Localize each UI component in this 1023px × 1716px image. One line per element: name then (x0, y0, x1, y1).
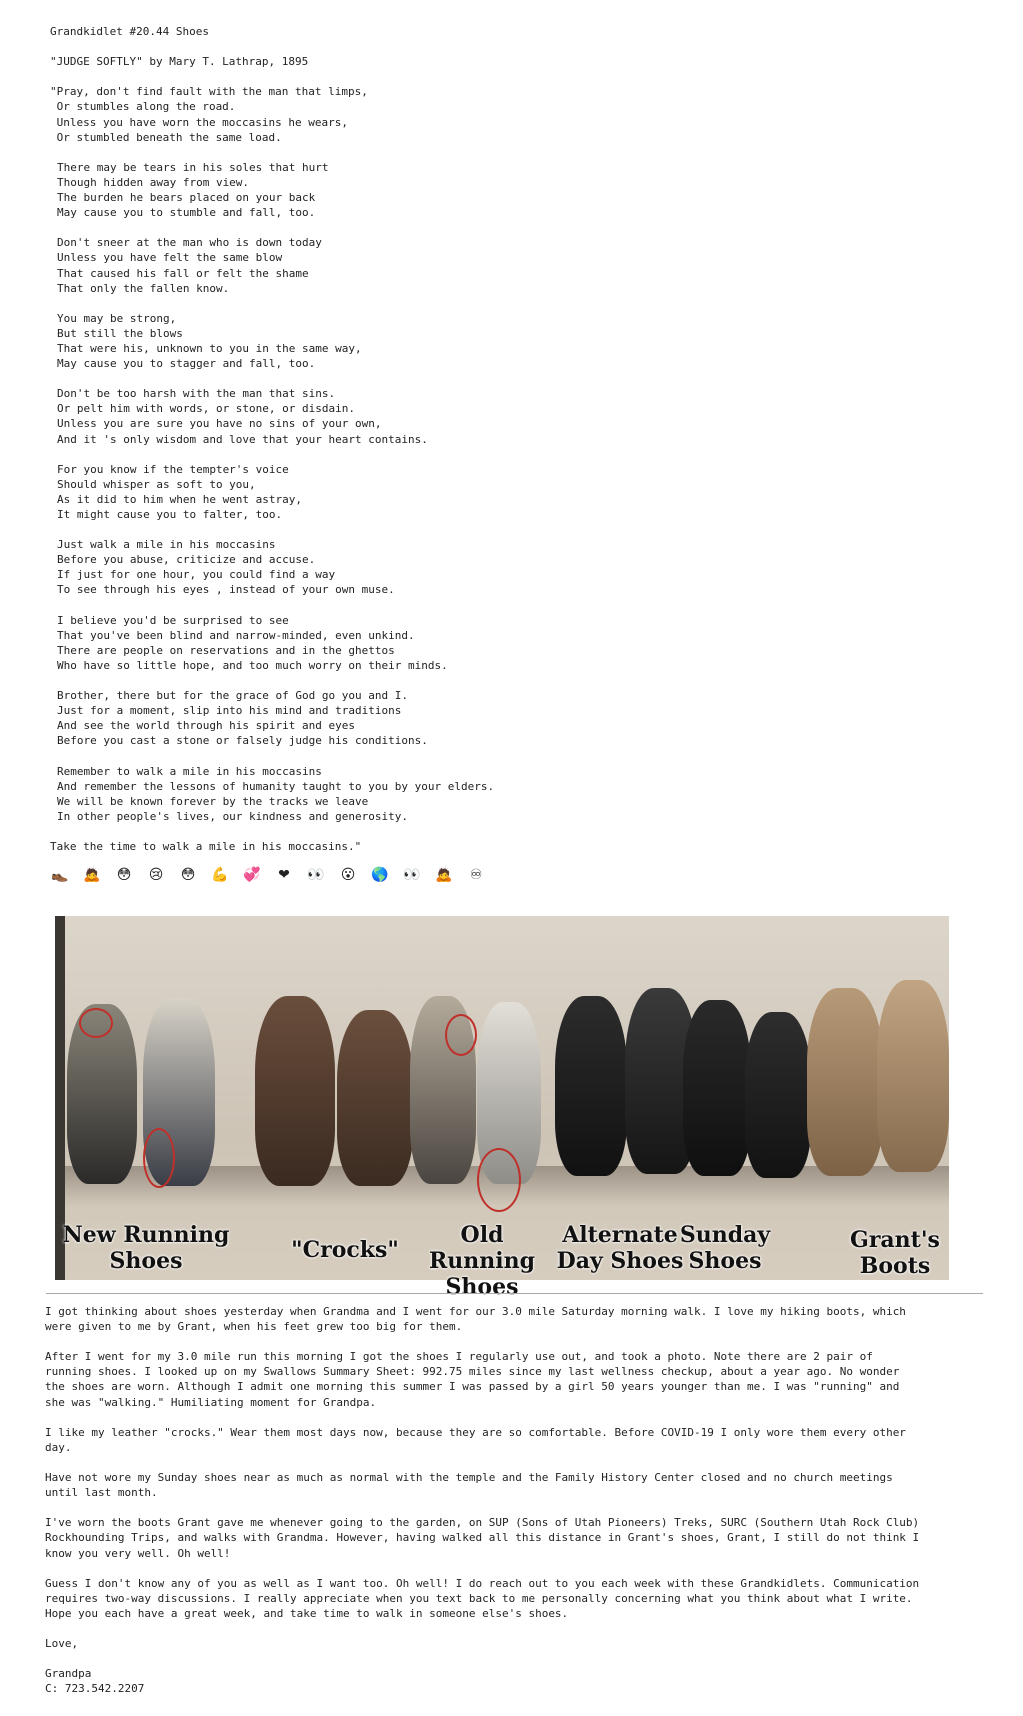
poem-line: "Pray, don't find fault with the man that limps, (50, 85, 368, 99)
eyes-icon: 👀 (307, 867, 325, 884)
poem-stanza-9 (50, 688, 950, 748)
crying-face-icon: 😢 (148, 867, 164, 884)
wear-mark-circle (477, 1148, 521, 1212)
label-old-running-shoes: Old Running Shoes (428, 1222, 535, 1300)
poem-stanza-7 (50, 537, 950, 597)
body-line: I like my leather "crocks." Wear them most days now, because they are so comfortable. Before COVID-19 I only wore them every other (45, 1425, 906, 1439)
body-line: After I went for my 3.0 mile run this morning I got the shoes I regularly use out, and took a photo. Note there are 2 pair of (45, 1350, 873, 1364)
crocks-left (255, 996, 335, 1186)
horizontal-divider (46, 1293, 983, 1294)
poem-line: There may be tears in his soles that hurt (57, 160, 329, 174)
poem-line: That you've been blind and narrow-minded, even unkind. (57, 628, 415, 642)
poem-line: And it 's only wisdom and love that your heart contains. (57, 432, 428, 446)
poem-line: Unless you are sure you have no sins of your own, (57, 417, 382, 431)
crocks-right (337, 1010, 413, 1186)
poem-line: And see the world through his spirit and eyes (57, 719, 356, 733)
poem-line: We will be known forever by the tracks we leave (57, 794, 369, 808)
poem-line: You may be strong, (57, 311, 177, 325)
label-sunday-shoes: Sunday Shoes (679, 1222, 771, 1274)
poem-line: It might cause you to falter, too. (57, 508, 283, 521)
body-line: were given to me by Grant, when his feet grew too big for them. (45, 1320, 463, 1334)
poem-line: That caused his fall or felt the shame (57, 266, 309, 280)
wear-mark-circle (143, 1128, 175, 1188)
poem-stanza-4 (50, 311, 950, 371)
grants-boot-left (807, 988, 883, 1176)
label-grants-boots: Grant's Boots (850, 1227, 940, 1279)
revolving-hearts-icon: 💞 (243, 867, 261, 884)
poem-stanza-10 (50, 764, 950, 824)
poem-line: The burden he bears placed on your back (57, 191, 316, 205)
poem-line: There are people on reservations and in the ghettos (57, 643, 395, 657)
flushed-face-icon: 😳 (180, 867, 196, 884)
poem-line: Unless you have worn the moccasins he wears, (50, 115, 349, 129)
poem-line: Or stumbles along the road. (50, 100, 236, 114)
bowing-person-icon: 🙇 (435, 867, 453, 884)
letter-title: Grandkidlet #20.44 Shoes (50, 25, 209, 38)
body-paragraph-1 (45, 1304, 985, 1334)
body-line: Have not wore my Sunday shoes near as much as normal with the temple and the Family History Center closed and no church meetings (45, 1471, 893, 1485)
bowing-person-icon: 🙇 (83, 867, 101, 884)
poem-line: For you know if the tempter's voice (57, 462, 289, 476)
body-line: day. (45, 1440, 72, 1454)
body-line: the shoes are worn. Although I admit one morning this summer I was passed by a girl 50 years younger than me. I was "running" and (45, 1380, 900, 1394)
poem-line: To see through his eyes , instead of your own muse. (57, 583, 395, 597)
sunday-shoe-left (683, 1000, 751, 1176)
poem-line: And remember the lessons of humanity taught to you by your elders. (57, 779, 495, 793)
poem-stanza-1 (50, 84, 950, 144)
body-line: I got thinking about shoes yesterday when Grandma and I went for our 3.0 mile Saturday morning walk. I love my hiking boots, which (45, 1305, 906, 1318)
poem-line: Unless you have felt the same blow (57, 251, 283, 265)
body-line: requires two-way discussions. I really appreciate when you text back to me personally concerning what you think about what I write. (45, 1591, 913, 1605)
poem-line: Don't be too harsh with the man that sins. (57, 387, 336, 401)
body-paragraph-2 (45, 1349, 985, 1409)
flexed-biceps-icon: 💪 (211, 867, 229, 884)
poem-stanza-2 (50, 160, 950, 220)
body-line: running shoes. I looked up on my Swallows Summary Sheet: 992.75 miles since my last wellness checkup, about a year ago. No wonder (45, 1365, 900, 1379)
poem-line: May cause you to stumble and fall, too. (57, 206, 316, 220)
grants-boot-right (877, 980, 949, 1172)
label-new-running-shoes: New Running Shoes (62, 1222, 230, 1274)
open-mouth-face-icon: 😮 (340, 867, 356, 884)
poem-line: If just for one hour, you could find a way (57, 568, 336, 582)
poem-line: Before you cast a stone or falsely judge his conditions. (57, 734, 428, 748)
poem-line: Or pelt him with words, or stone, or disdain. (57, 402, 356, 416)
poem-stanza-5 (50, 386, 950, 446)
poem-line: That were his, unknown to you in the same way, (57, 341, 362, 355)
signoff-love: Love, (45, 1637, 79, 1651)
poem-line: But still the blows (57, 326, 183, 340)
signoff-name: Grandpa (45, 1667, 92, 1681)
poem-line: Who have so little hope, and too much worry on their minds. (57, 658, 448, 672)
wear-mark-circle (445, 1014, 477, 1056)
body-line: Hope you each have a great week, and take time to walk in someone else's shoes. (45, 1606, 569, 1620)
poem-credit: "JUDGE SOFTLY" by Mary T. Lathrap, 1895 (50, 55, 309, 69)
poem-line: That only the fallen know. (57, 281, 230, 295)
body-line: I've worn the boots Grant gave me whenever going to the garden, on SUP (Sons of Utah Pioneers) Treks, SURC (Southern Utah Rock Club) (45, 1516, 920, 1530)
poem-line: Just for a moment, slip into his mind and traditions (57, 704, 402, 718)
poem-line: Should whisper as soft to you, (57, 477, 256, 491)
poem-line: Though hidden away from view. (57, 175, 250, 189)
poem-line: I believe you'd be surprised to see (57, 613, 289, 627)
poem-line: May cause you to stagger and fall, too. (57, 357, 316, 371)
body-line: know you very well. Oh well! (45, 1546, 231, 1560)
shoes-photo (55, 916, 949, 1300)
globe-icon: 🌎 (371, 867, 389, 884)
poem-line: As it did to him when he went astray, (57, 492, 303, 506)
poem-closing: Take the time to walk a mile in his moccasins." (50, 840, 362, 854)
body-paragraph-4 (45, 1470, 985, 1500)
signoff-phone: C: 723.542.2207 (45, 1682, 145, 1696)
body-line: she was "walking." Humiliating moment for Grandpa. (45, 1395, 377, 1409)
sunday-shoe-right (745, 1012, 811, 1178)
poem-line: Don't sneer at the man who is down today (57, 236, 322, 250)
body-line: Rockhounding Trips, and walks with Grandma. However, having walked all this distance in Grant's shoes, Grant, I still do not think I (45, 1531, 920, 1545)
body-paragraph-6 (45, 1576, 985, 1621)
flushed-face-icon: 😳 (116, 867, 132, 884)
body-line: Guess I don't know any of you as well as I want too. Oh well! I do reach out to you each week with these Grandkidlets. Communication (45, 1576, 920, 1590)
wear-mark-circle (79, 1008, 113, 1038)
alternate-shoe-left (555, 996, 627, 1176)
poem-line: In other people's lives, our kindness and generosity. (57, 809, 408, 823)
poem-line: Before you abuse, criticize and accuse. (57, 553, 316, 567)
poem-stanza-8 (50, 613, 950, 673)
body-paragraph-5 (45, 1515, 985, 1560)
letter-top (50, 24, 950, 884)
body-line: until last month. (45, 1486, 158, 1500)
body-paragraph-3 (45, 1425, 985, 1455)
letter-body (45, 1304, 985, 1696)
infinity-icon: ♾ (469, 867, 483, 884)
label-crocks: "Crocks" (291, 1237, 399, 1263)
red-heart-icon: ❤ (278, 867, 290, 884)
emoji-row (50, 866, 950, 884)
eyes-icon: 👀 (403, 867, 421, 884)
poem-line: Remember to walk a mile in his moccasins (57, 764, 322, 778)
poem-stanza-3 (50, 235, 950, 295)
shoe-icon: 👞 (51, 867, 69, 884)
label-alternate-day-shoes: Alternate Day Shoes (556, 1222, 684, 1274)
poem-line: Just walk a mile in his moccasins (57, 538, 276, 552)
poem-line: Brother, there but for the grace of God go you and I. (57, 689, 408, 703)
poem-line: Or stumbled beneath the same load. (50, 130, 282, 144)
poem-stanza-6 (50, 462, 950, 522)
